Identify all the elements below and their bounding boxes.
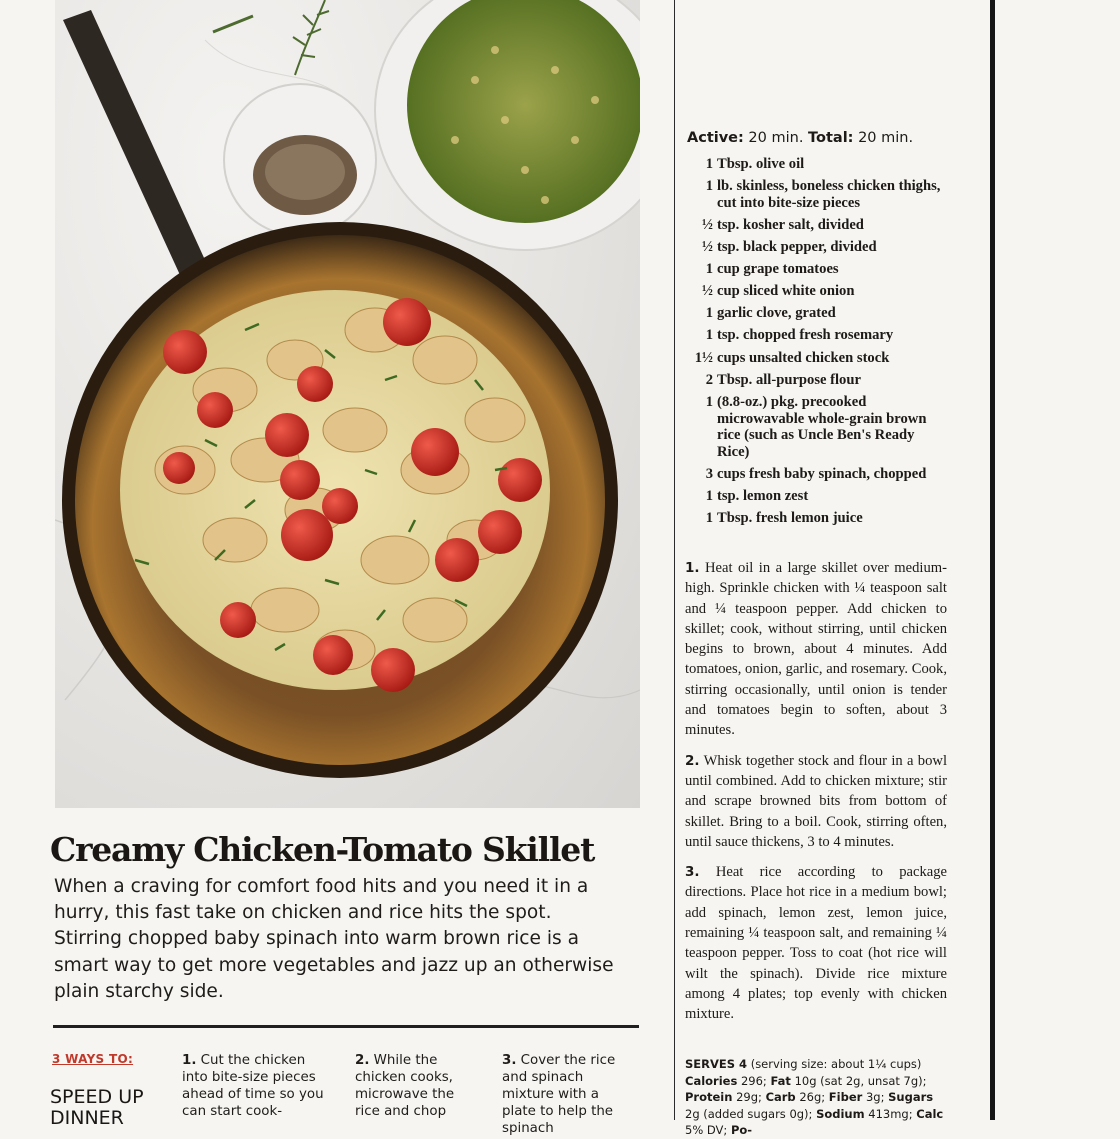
ingredient-text: Tbsp. olive oil bbox=[717, 156, 805, 172]
protein-label: Protein bbox=[685, 1090, 733, 1104]
ingredient-qty: 2 bbox=[705, 371, 713, 388]
ingredient-text: Tbsp. fresh lemon juice bbox=[717, 510, 863, 527]
sodium-value: 413mg; bbox=[868, 1106, 913, 1121]
ingredient-item bbox=[687, 488, 947, 505]
tip-text: Cut the chicken into bite-size pieces ahead of time so you can start cook- bbox=[182, 1053, 324, 1119]
ingredient-qty: 1 bbox=[705, 261, 713, 278]
fiber-value: 3g; bbox=[865, 1090, 885, 1104]
nutrition-continued: Po- bbox=[730, 1123, 753, 1137]
skillet bbox=[62, 222, 618, 778]
ingredient-item bbox=[687, 178, 947, 212]
ingredient-text: tsp. kosher salt, divided bbox=[717, 216, 864, 233]
ingredient-item bbox=[687, 350, 947, 367]
method-step bbox=[685, 558, 947, 741]
page-edge bbox=[990, 0, 995, 1120]
step-text: Whisk together stock and flour in a bowl until combined. Add to chicken mixture; stir and scrape browned bits from bottom of skillet. Bring to a boil. Cook, stirring often, until sauce thickens, 3 to 4 minutes. bbox=[685, 752, 947, 850]
ingredient-text: tsp. chopped fresh rosemary bbox=[717, 327, 894, 344]
ingredient-qty: 1 bbox=[705, 305, 713, 322]
tip-number: 2. bbox=[355, 1053, 370, 1068]
ingredient-qty: 1 bbox=[705, 156, 713, 172]
ingredient-text: garlic clove, grated bbox=[717, 305, 836, 322]
recipe-photo bbox=[55, 0, 640, 808]
step-number: 3. bbox=[685, 864, 700, 881]
pan-handle bbox=[63, 10, 205, 275]
ingredient-qty: 1 bbox=[705, 488, 713, 505]
tip-number: 1. bbox=[182, 1053, 197, 1068]
calc-label: Calc bbox=[916, 1106, 944, 1121]
protein-value: 29g; bbox=[736, 1090, 762, 1104]
column-divider bbox=[674, 0, 675, 1120]
ingredient-item bbox=[687, 327, 947, 344]
ingredient-text: tsp. black pepper, divided bbox=[717, 239, 877, 256]
ingredient-item bbox=[687, 217, 947, 234]
step-text: Heat rice according to package directions. Place hot rice in a medium bowl; add spinach, lemon zest, lemon juice, remaining ¼ teaspoon salt, and remaining ¼ teaspoon pepper. Toss to coat (hot rice will wilt the spinach). Divide rice mixture among 4 plates; top evenly with chicken mixture. bbox=[685, 864, 947, 1023]
ingredient-text: lb. skinless, boneless chicken thighs, cut into bite-size pieces bbox=[717, 178, 941, 211]
total-value: 20 min. bbox=[858, 130, 914, 146]
sugars-value: 2g (added sugars 0g); bbox=[685, 1106, 813, 1121]
ingredient-list bbox=[687, 156, 947, 533]
calories-value: 296; bbox=[740, 1073, 767, 1088]
tip-2 bbox=[355, 1052, 483, 1120]
ingredient-text: Tbsp. all-purpose flour bbox=[717, 371, 861, 388]
method-steps bbox=[685, 558, 947, 1035]
ingredient-qty: ½ bbox=[702, 283, 713, 300]
ways-label: 3 WAYS TO: bbox=[52, 1052, 134, 1066]
ingredient-item bbox=[687, 305, 947, 322]
rosemary-sprig bbox=[213, 0, 329, 75]
tip-text: While the chicken cooks, microwave the rice and chop bbox=[355, 1053, 455, 1119]
ingredient-qty: 1 bbox=[705, 393, 713, 410]
sugars-label: Sugars bbox=[888, 1090, 934, 1104]
ways-title: SPEED UP DINNER bbox=[50, 1086, 144, 1129]
tip-1 bbox=[182, 1052, 330, 1120]
rice-bowl bbox=[375, 0, 640, 250]
fat-value: 10g (sat 2g, unsat 7g); bbox=[794, 1073, 927, 1088]
ingredient-text: cup grape tomatoes bbox=[717, 261, 839, 278]
ingredient-item bbox=[687, 394, 947, 461]
ingredient-item bbox=[687, 510, 947, 527]
ingredient-qty: 1 bbox=[705, 178, 713, 195]
serving-size: (serving size: about 1¼ cups) bbox=[750, 1057, 922, 1071]
ingredient-item bbox=[687, 239, 947, 256]
ingredient-item bbox=[687, 372, 947, 389]
ingredient-qty: 1½ bbox=[694, 349, 713, 366]
ingredient-text: cups unsalted chicken stock bbox=[717, 349, 890, 366]
total-label: Total: bbox=[808, 130, 854, 146]
ingredient-item bbox=[687, 156, 947, 173]
ingredient-qty: 3 bbox=[705, 466, 713, 483]
fat-label: Fat bbox=[770, 1073, 791, 1088]
ingredient-text: cup sliced white onion bbox=[717, 283, 855, 300]
tip-number: 3. bbox=[502, 1053, 517, 1068]
ingredient-item bbox=[687, 466, 947, 483]
active-label: Active: bbox=[687, 130, 744, 146]
tip-text: Cover the rice and spinach mixture with a plate to help the spinach bbox=[502, 1053, 616, 1136]
carb-label: Carb bbox=[765, 1090, 796, 1104]
ingredient-qty: 1 bbox=[705, 327, 713, 344]
step-number: 2. bbox=[685, 752, 700, 769]
recipe-title: Creamy Chicken-Tomato Skillet bbox=[50, 830, 595, 869]
ingredient-text: tsp. lemon zest bbox=[717, 488, 809, 505]
tip-3 bbox=[502, 1052, 632, 1137]
method-step bbox=[685, 862, 947, 1024]
ingredient-qty: 1 bbox=[705, 510, 713, 527]
serves-label: SERVES 4 bbox=[685, 1057, 748, 1071]
carb-value: 26g; bbox=[799, 1090, 826, 1104]
pepper-dish bbox=[224, 84, 376, 236]
calories-label: Calories bbox=[685, 1073, 738, 1088]
ingredient-qty: ½ bbox=[702, 216, 713, 233]
fiber-label: Fiber bbox=[828, 1090, 863, 1104]
section-rule bbox=[53, 1025, 639, 1028]
recipe-intro: When a craving for comfort food hits and you need it in a hurry, this fast take on chicken and rice hits the spot. Stirring chopped baby spinach into warm brown rice is a smart way to get more vegetables and jazz up an otherwise plain starchy side. bbox=[54, 876, 614, 1002]
ingredient-text: cups fresh baby spinach, chopped bbox=[717, 466, 927, 483]
nutrition-info bbox=[685, 1056, 947, 1139]
sodium-label: Sodium bbox=[816, 1106, 865, 1121]
calc-value: 5% DV; bbox=[685, 1123, 728, 1137]
ingredient-text: (8.8-oz.) pkg. precooked microwavable whole-grain brown rice (such as Uncle Ben's Ready Rice) bbox=[717, 393, 927, 461]
ingredient-item bbox=[687, 261, 947, 278]
method-step bbox=[685, 751, 947, 852]
step-number: 1. bbox=[685, 560, 700, 576]
ingredient-item bbox=[687, 283, 947, 300]
ingredient-qty: ½ bbox=[702, 239, 713, 256]
time-info bbox=[687, 130, 913, 146]
active-value: 20 min. bbox=[748, 130, 804, 146]
step-text: Heat oil in a large skillet over medium-high. Sprinkle chicken with ¼ teaspoon salt and ¼ teaspoon pepper. Add chicken to skillet; cook, without stirring, until chicken begins to brown, about 4 minutes. Add tomatoes, onion, garlic, and rosemary. Cook, stirring occasionally, until onion is tender and tomatoes begin to soften, about 3 minutes. bbox=[685, 560, 947, 739]
